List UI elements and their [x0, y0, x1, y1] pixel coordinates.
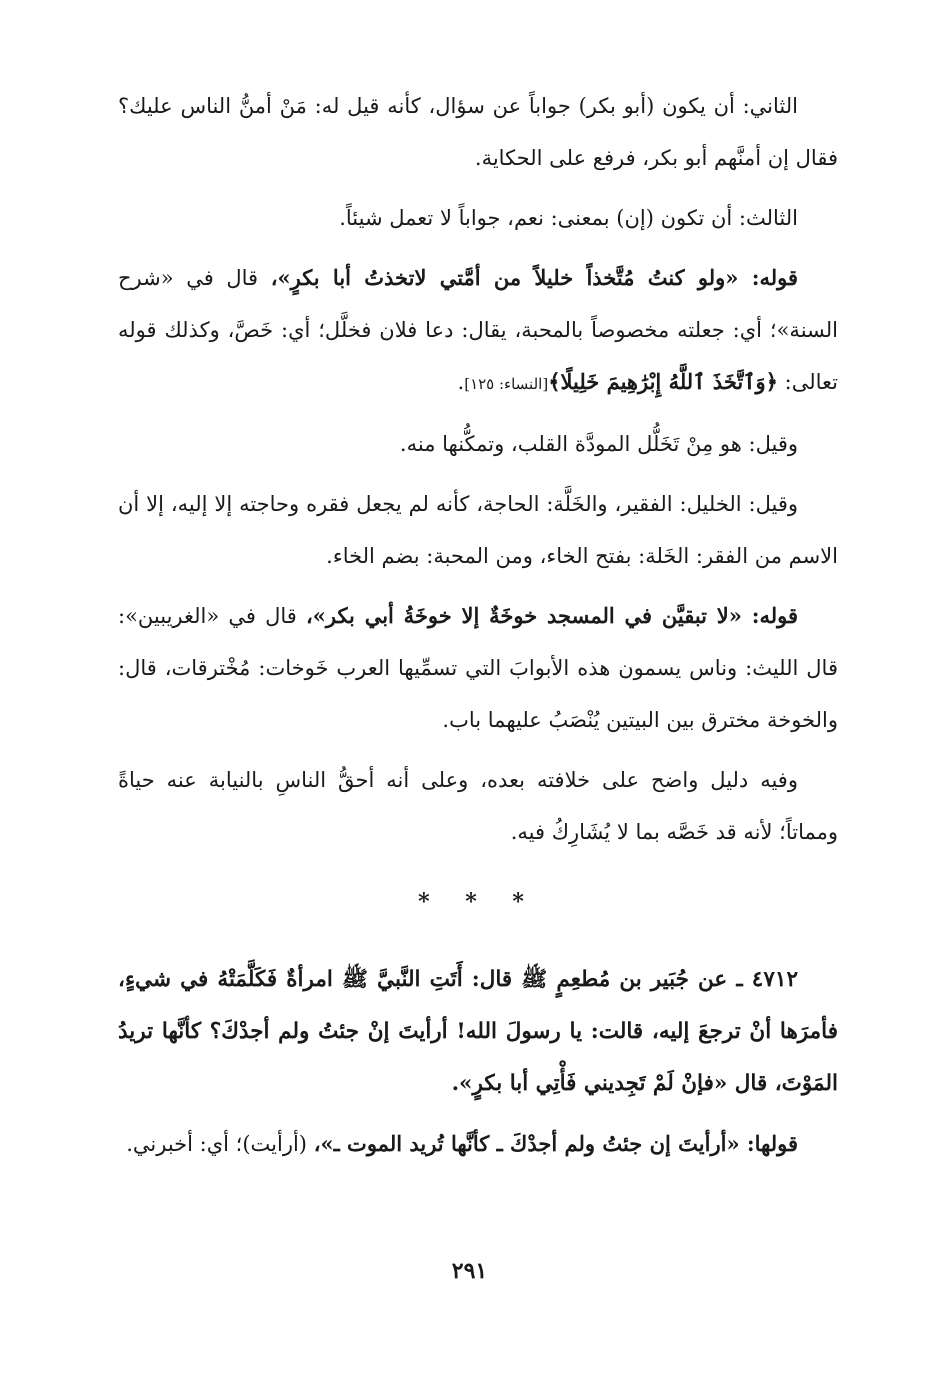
- section-divider: * * *: [418, 889, 538, 915]
- paragraph-text: وقيل: هو مِنْ تَخَلُّل المودَّة القلب، وتمكُّنها منه.: [399, 432, 798, 456]
- paragraph-text: وفيه دليل واضح على خلافته بعده، وعلى أنه أحقُّ الناسِ بالنيابة عنه حياةً ومماتاً؛ لأنه قد خَصَّه بما لا يُشَارِكُ فيه.: [118, 768, 838, 844]
- paragraph-text: قال في «الغريبين»: قال الليث: وناس يسمون هذه الأبوابَ التي تسمِّيها العرب خَوخات: مُخْترقات، قال: والخوخة مخترق بين البيتين يُنْصَبُ عليهما باب.: [118, 604, 838, 732]
- quran-verse: ﴿وَٱتَّخَذَ ٱللَّهُ إِبْرَٰهِيمَ خَلِيلًا﴾: [548, 369, 778, 394]
- hadith-text: ٤٧١٢ ـ عن جُبَير بن مُطعِمٍ ﷺ قال: أَتَتِ النَّبيَّ ﷺ امرأةٌ فَكَلَّمَتْهُ في شيءٍ، فأمرَها أنْ ترجعَ إليه، قالت: يا رسولَ الله! أرأيتَ إنْ جئتُ ولم أجدْكَ؟ كأنَّها تريدُ المَوْتَ، قال «فإنْ لَمْ تَجِديني فَأْتِي أبا بكرٍ».: [118, 967, 838, 1096]
- paragraph-khawkha-quote: [118, 590, 838, 746]
- paragraph-text: الثاني: أن يكون (أبو بكر) جواباً عن سؤال، كأنه قيل له: مَنْ أمنُّ الناس عليك؟ فقال إن أمنَّهم أبو بكر، فرفع على الحكاية.: [118, 94, 838, 170]
- page-body: [118, 80, 838, 1178]
- paragraph-takhallul: [118, 418, 838, 470]
- hadith-quote-lead: قوله: «ولو كنتُ مُتَّخذاً خليلاً من أمَّتي لاتخذتُ أبا بكرٍ»،: [270, 265, 798, 290]
- paragraph-khalil-faqir: [118, 478, 838, 582]
- verse-reference: [النساء: ١٢٥]: [464, 375, 549, 393]
- hadith-4712: [118, 954, 838, 1110]
- paragraph-third-view: [118, 192, 838, 244]
- paragraph-text: (أرأيت)؛ أي: أخبرني.: [126, 1132, 314, 1156]
- hadith-quote-lead: قوله: «لا تبقيَّن في المسجد خوخَةٌ إلا خوخَةُ أبي بكر»،: [305, 603, 798, 628]
- page-number: ٢٩١: [451, 1258, 488, 1284]
- paragraph-khalil-quote: [118, 252, 838, 410]
- paragraph-commentary: [118, 1118, 838, 1170]
- paragraph-text: قال في «شرح السنة»؛ أي: جعلته مخصوصاً بالمحبة، يقال: دعا فلان فخلَّل؛ أي: خَصَّ، وكذلك قوله تعالى:: [118, 266, 838, 394]
- paragraph-text: الثالث: أن تكون (إن) بمعنى: نعم، جواباً لا تعمل شيئاً.: [339, 206, 798, 230]
- hadith-quote-lead: قولها: «أرأيتَ إن جئتُ ولم أجدْكَ ـ كأنَّها تُريد الموت ـ»،: [313, 1131, 798, 1156]
- paragraph-second-view: [118, 80, 838, 184]
- paragraph-tail: .: [457, 370, 465, 394]
- paragraph-text: وقيل: الخليل: الفقير، والخَلَّة: الحاجة، كأنه لم يجعل فقره وحاجته إلا إليه، إلا أن الاسم من الفقر: الخَلة: بفتح الخاء، ومن المحبة: بضم الخاء.: [118, 492, 838, 568]
- paragraph-caliphate-evidence: [118, 754, 838, 858]
